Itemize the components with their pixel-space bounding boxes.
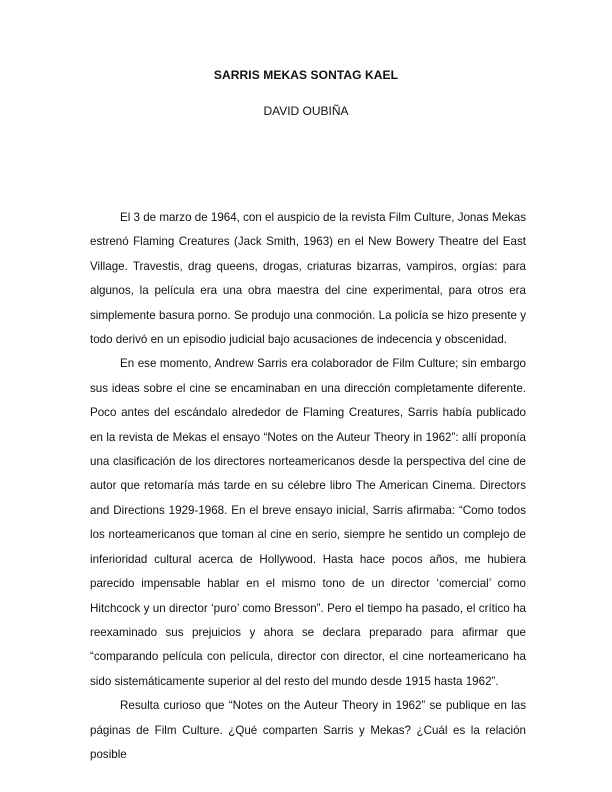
- document-body: [90, 206, 526, 767]
- paragraph: Resulta curioso que “Notes on the Auteur Theory in 1962” se publique en las páginas de Film Culture. ¿Qué comparten Sarris y Mekas? ¿Cuál es la relación posible: [90, 699, 526, 761]
- paragraph: En ese momento, Andrew Sarris era colaborador de Film Culture; sin embargo sus ideas sobre el cine se encaminaban en una dirección completamente diferente. Poco antes del escándalo alrededor de Flaming Creatures, Sarris había publicado en la revista de Mekas el ensayo “Notes on the Auteur Theory in 1962”: allí proponía una clasificación de los directores norteamericanos desde la perspectiva del cine de autor que retomaría más tarde en su célebre libro The American Cinema. Directors and Directions 1929-1968. En el breve ensayo inicial, Sarris afirmaba: “Como todos los norteamericanos que toman al cine en serio, siempre he sentido un complejo de inferioridad cultural acerca de Hollywood. Hasta hace pocos años, me hubiera parecido impensable hablar en el mismo tono de un director ‘comercial’ como Hitchcock y un director ‘puro’ como Bresson”. Pero el tiempo ha pasado, el crítico ha reexaminado sus prejuicios y ahora se declara preparado para afirmar que “comparando película con película, director con director, el cine norteamericano ha sido sistemáticamente superior al del resto del mundo desde 1915 hasta 1962”.: [90, 357, 526, 688]
- document-author: DAVID OUBIÑA: [263, 104, 349, 118]
- paragraph: El 3 de marzo de 1964, con el auspicio de la revista Film Culture, Jonas Mekas estrenó Flaming Creatures (Jack Smith, 1963) en el New Bowery Theatre del East Village. Travestis, drag queens, drogas, criaturas bizarras, vampiros, orgías: para algunos, la película era una obra maestra del cine experimental, para otros era simplemente basura porno. Se produjo una conmoción. La policía se hizo presente y todo derivó en un episodio judicial bajo acusaciones de indecencia y obscenidad.: [90, 211, 526, 347]
- document-title: SARRIS MEKAS SONTAG KAEL: [213, 68, 399, 82]
